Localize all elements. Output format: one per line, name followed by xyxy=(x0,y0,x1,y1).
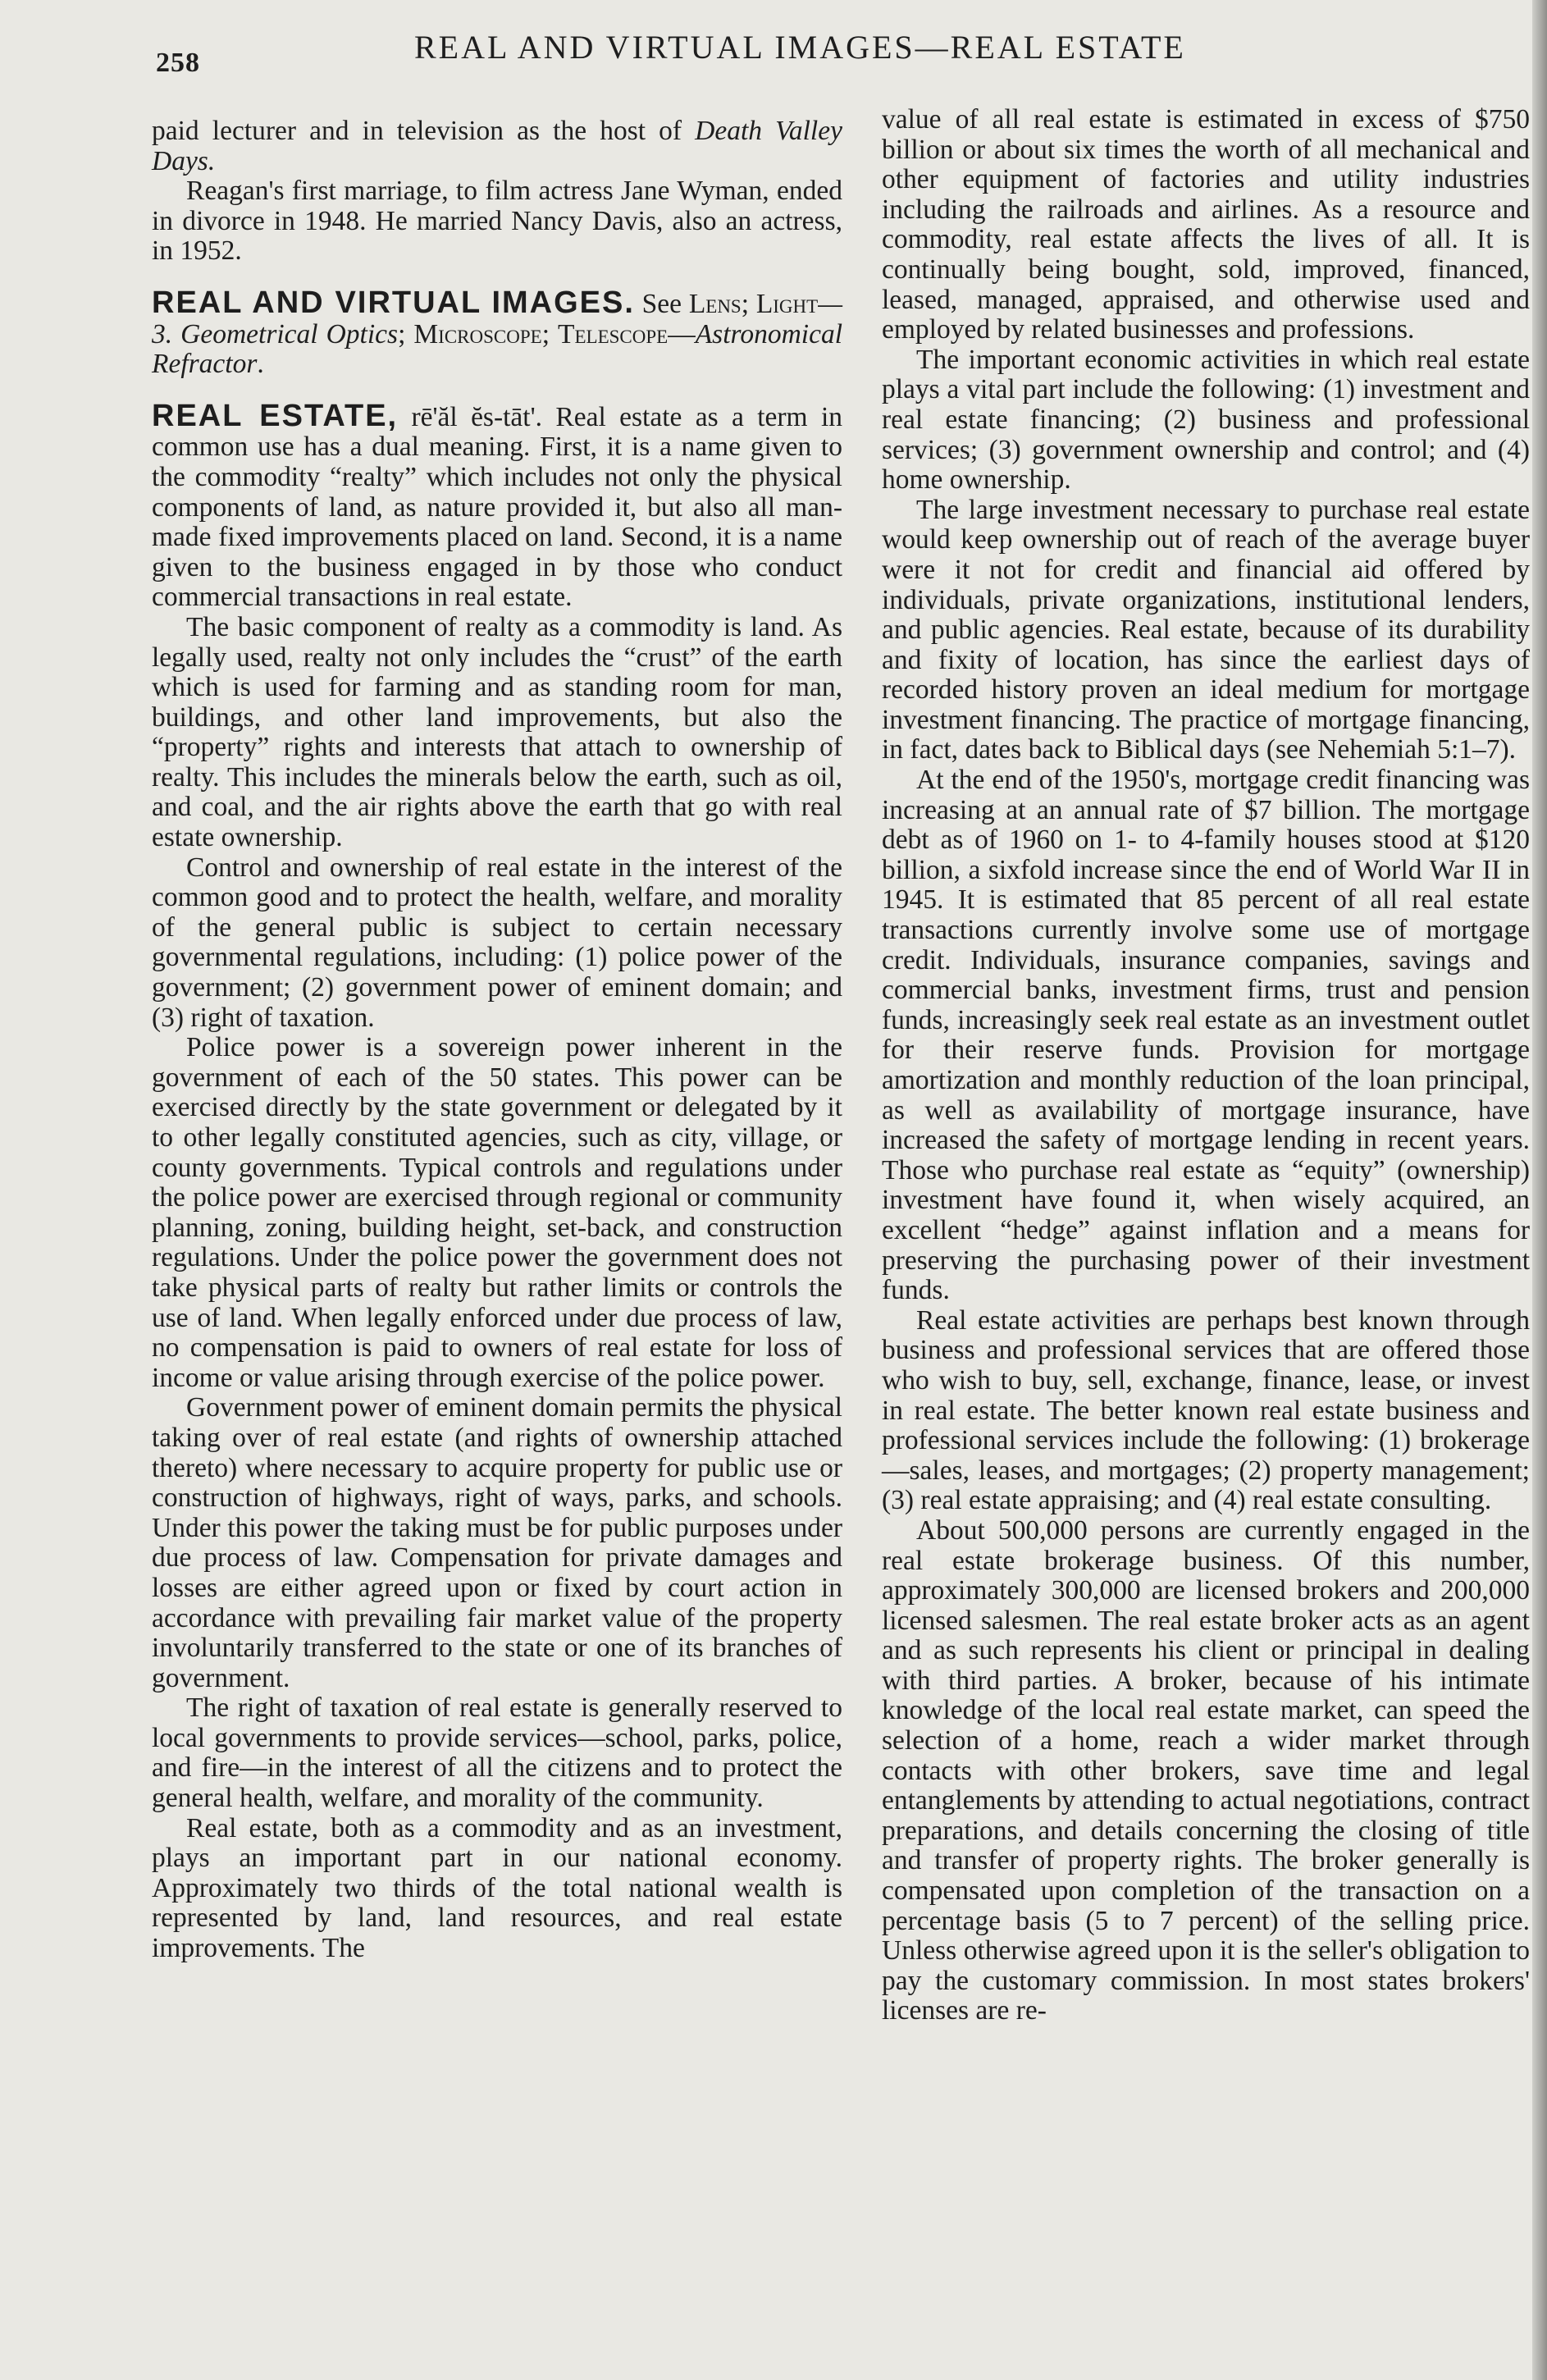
entry-real-estate xyxy=(152,398,843,613)
headword: REAL ESTATE, xyxy=(152,398,399,433)
paragraph: Control and ownership of real estate in the interest of the common good and to protect the health, welfare, and morality of the general public is subject to certain necessary governmental regulations, including: (1) police power of the government; (2) government power of eminent domain; and (3) right of taxation. xyxy=(152,852,842,1033)
text: ; xyxy=(398,318,414,349)
running-head: REAL AND VIRTUAL IMAGES—REAL ESTATE xyxy=(414,29,1186,66)
cross-ref: Microscope xyxy=(413,318,542,349)
paragraph: The large investment necessary to purchase real estate would keep ownership out of reach of the average buyer were it not for credit and financial aid offered by individuals, private organizations, institutional lenders, and public agencies. Real estate, because of its durability and fixity of location, has since the earliest days of recorded history proven an ideal medium for mortgage investment financing. The practice of mortgage financing, in fact, dates back to Biblical days (see Nehemiah 5:1–7). xyxy=(882,494,1530,765)
paragraph: The basic component of realty as a commodity is land. As legally used, realty not only includes the “crust” of the earth which is used for farming and as standing room for man, buildings, and other land improvements, but also the “property” rights and interests that attach to ownership of realty. This includes the minerals below the earth, such as oil, and coal, and the air rights above the earth that go with real estate ownership. xyxy=(152,611,842,853)
pronunciation: rē'ăl ĕs-tāt'. xyxy=(398,401,543,432)
entry-real-and-virtual-images xyxy=(152,285,843,380)
text: . xyxy=(257,349,264,380)
paragraph xyxy=(152,116,842,176)
paragraph: Police power is a sovereign power inherent in the government of each of the 50 states. This power can be exercised directly by the state government or delegated by it to other legally constituted agencies, such as city, village, or county governments. Typical controls and regulations under the police power are exercised through regional or community planning, zoning, building height, set-back, and construction regulations. Under the police power the government does not take physical parts of realty but rather limits or controls the use of land. When legally enforced under due process of law, no compensation is paid to owners of real estate for loss of income or value arising through exercise of the police power. xyxy=(152,1032,842,1393)
text: —3. xyxy=(152,288,843,349)
paragraph: The right of taxation of real estate is generally reserved to local governments to provide services—school, parks, police, and fire—in the interest of all the citizens and to protect the general health, welfare, and morality of the community. xyxy=(152,1692,842,1814)
text: Real estate as a term in common use has a dual meaning. First, it is a name given to the commodity “realty” which includes not only the physical components of land, as nature provided it, but also all man-made fixed improvements placed on land. Second, it is a name given to the business engaged in by those who conduct commercial transactions in real estate. xyxy=(152,401,843,613)
paragraph: Government power of eminent domain permits the physical taking over of real estate (and rights of ownership attached thereto) where necessary to acquire property for public use or construction of highways, right of ways, parks, and schools. Under this power the taking must be for public purposes under due process of law. Compensation for private damages and losses are either agreed upon or fixed by court action in accordance with prevailing fair market value of the property involuntarily transferred to the state or one of its branches of government. xyxy=(152,1392,842,1693)
text: ; xyxy=(741,288,756,319)
page-edge-shadow xyxy=(1532,0,1547,2380)
cross-ref-sub: Astronomical Refractor xyxy=(152,318,842,380)
italic-title: Death Valley Days. xyxy=(152,116,842,176)
cross-ref-sub: Geometrical Optics xyxy=(180,318,399,349)
paragraph: About 500,000 persons are currently engaged in the real estate brokerage business. Of this number, approximately 300,000 are licensed brokers and 200,000 licensed salesmen. The real estate broker acts as an agent and as such represents his client or principal in dealing with third parties. A broker, because of his intimate knowledge of the local real estate market, can speed the selection of a home, reach a wider market through contacts with other brokers, save time and legal entanglements by attending to actual negotiations, contract preparations, and details concerning the closing of title and transfer of property rights. The broker generally is compensated upon completion of the transaction on a percentage basis (5 to 7 percent) of the selling price. Unless otherwise agreed upon it is the seller's obligation to pay the customary commission. In most states brokers' licenses are re- xyxy=(882,1514,1530,2026)
text: See xyxy=(634,288,689,319)
paragraph: The important economic activities in which real estate plays a vital part include the following: (1) investment and real estate financing; (2) business and professional services; (3) government ownership and control; and (4) home ownership. xyxy=(882,344,1530,496)
cross-ref: Lens xyxy=(688,288,742,319)
paragraph: Reagan's first marriage, to film actress Jane Wyman, ended in divorce in 1948. He married Nancy Davis, also an actress, in 1952. xyxy=(152,176,842,267)
paragraph: value of all real estate is estimated in excess of $750 billion or about six times the worth of all mechanical and other equipment of factories and utility industries including the railroads and airlines. As a resource and commodity, real estate affects the lives of all. It is continually being bought, sold, improved, financed, leased, managed, appraised, and otherwise used and employed by related businesses and professions. xyxy=(882,104,1530,345)
paragraph: Real estate, both as a commodity and as an investment, plays an important part in our national economy. Approximately two thirds of the total national wealth is represented by land, land resources, and real estate improvements. The xyxy=(152,1812,842,1964)
paragraph: At the end of the 1950's, mortgage credit financing was increasing at an annual rate of $7 billion. The mortgage debt as of 1960 on 1- to 4-family houses stood at $120 billion, a sixfold increase since the end of World War II in 1945. It is estimated that 85 percent of all real estate transactions currently involve some use of mortgage credit. Individuals, insurance companies, savings and commercial banks, investment firms, trust and pension funds, increasingly seek real estate as an investment outlet for their reserve funds. Provision for mortgage amortization and monthly reduction of the loan principal, as well as availability of mortgage insurance, have increased the safety of mortgage lending in recent years. Those who purchase real estate as “equity” (ownership) investment have found it, when wisely acquired, an excellent “hedge” against inflation and a means for preserving the purchasing power of their investment funds. xyxy=(882,765,1530,1306)
cross-ref: Telescope xyxy=(558,318,669,349)
text: — xyxy=(668,318,696,349)
right-column xyxy=(882,105,1530,2026)
text: paid lecturer and in television as the host of xyxy=(152,116,696,146)
cross-ref: Light xyxy=(755,288,819,319)
headword: REAL AND VIRTUAL IMAGES. xyxy=(152,285,635,320)
left-column xyxy=(152,116,842,1964)
text: ; xyxy=(541,318,559,349)
paragraph: Real estate activities are perhaps best known through business and professional services that are offered those who wish to buy, sell, exchange, finance, lease, or invest in real estate. The better known real estate business and professional services include the following: (1) brokerage—sales, leases, and mortgages; (2) property management; (3) real estate appraising; and (4) real estate consulting. xyxy=(882,1304,1530,1516)
page-number: 258 xyxy=(156,48,200,78)
